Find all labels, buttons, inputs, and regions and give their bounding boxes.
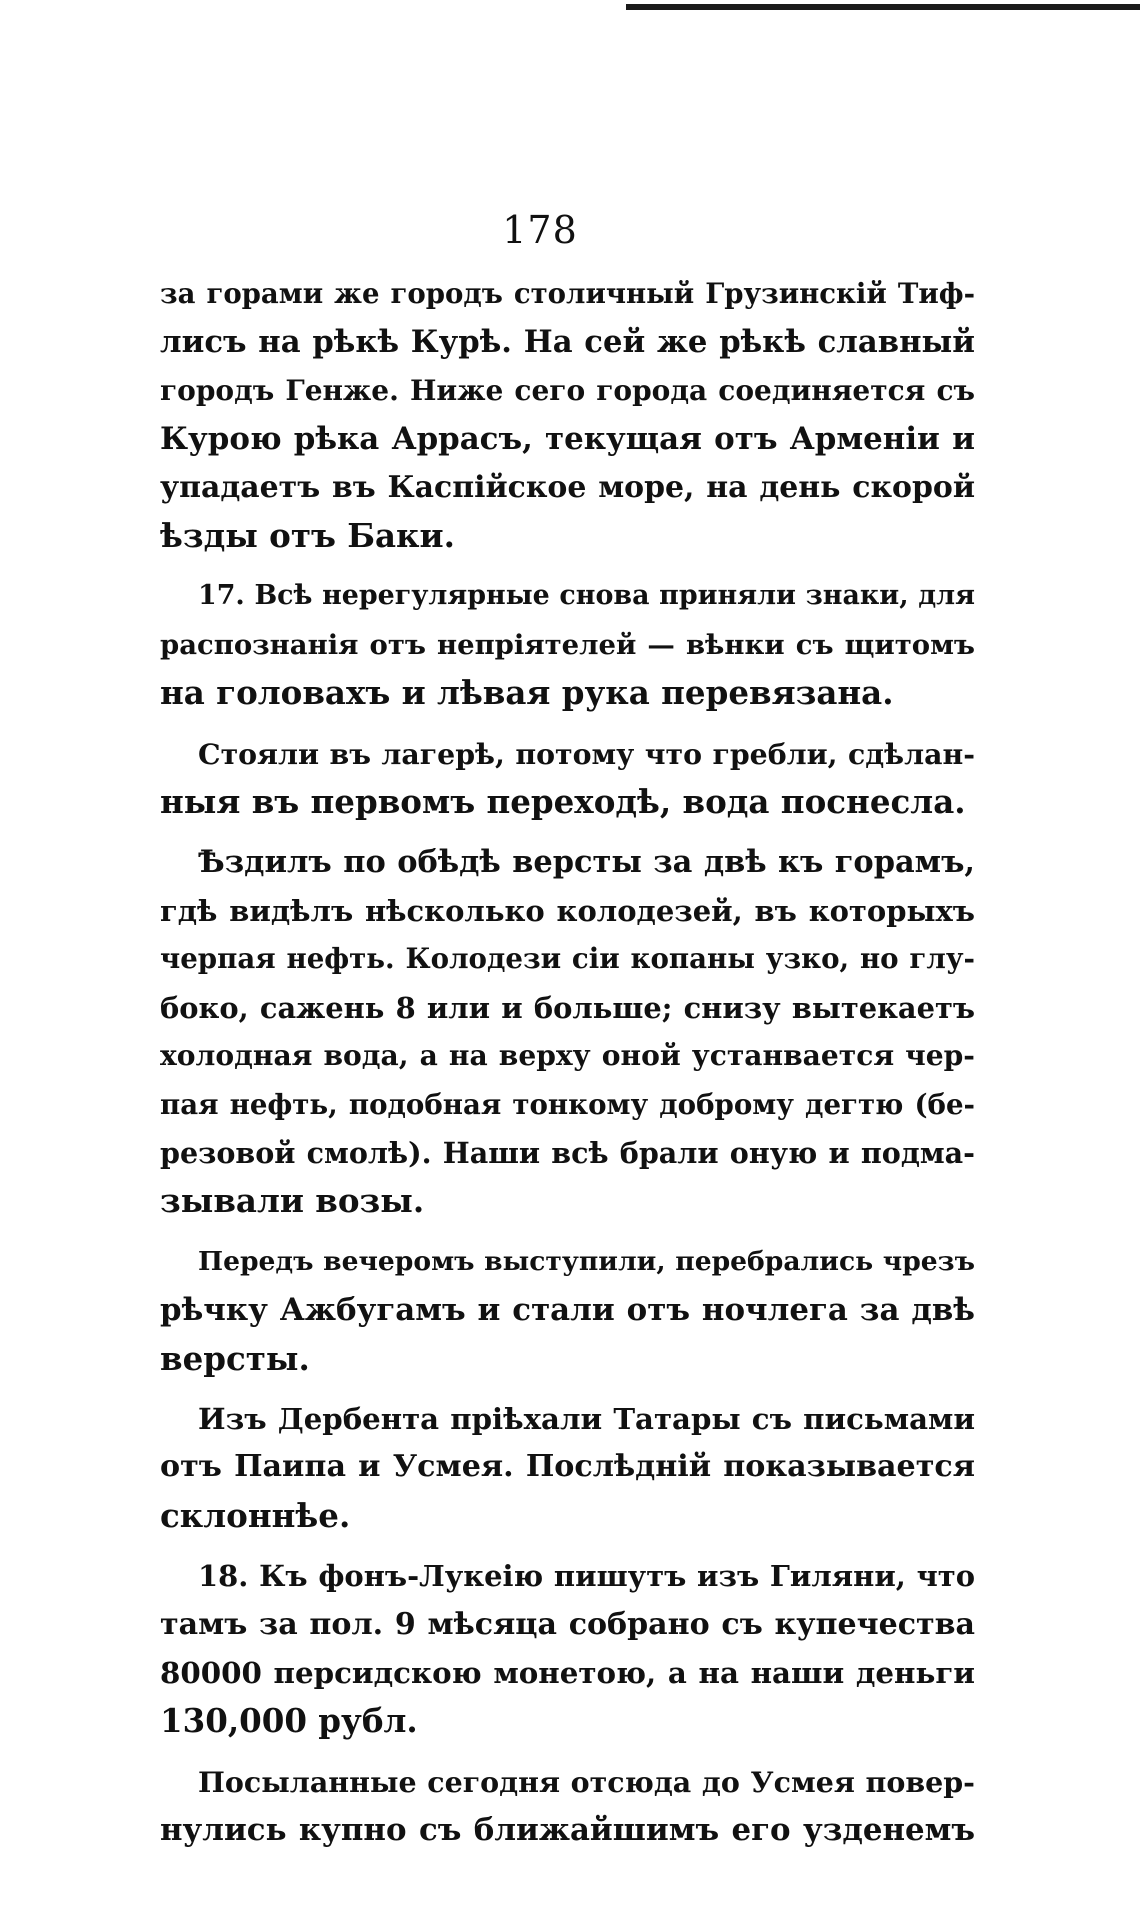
text-line: Ѣздилъ по обѣдѣ версты за двѣ къ горамъ, <box>198 844 975 881</box>
text-line: ныя въ первомъ переходѣ, вода поснесла. <box>160 782 966 822</box>
text-line: гдѣ видѣлъ нѣсколько колодезей, въ которыхъ <box>160 893 975 928</box>
text-line: 80000 персидскою монетою, а на наши деньги <box>160 1654 975 1690</box>
text-line: рѣчку Ажбугамъ и стали отъ ночлега за двѣ <box>160 1292 975 1329</box>
text-line: распознанія отъ непріятелей — вѣнки съ щитомъ <box>160 628 975 661</box>
text-line: тамъ за пол. 9 мѣсяца собрано съ купечества <box>160 1606 975 1642</box>
text-line: зывали возы. <box>160 1181 425 1221</box>
text-line: черпая нефть. Колодези сіи копаны узко, но глу- <box>160 942 975 976</box>
paragraph <box>160 1758 975 1855</box>
text-line: версты. <box>160 1338 310 1378</box>
text-line: 18. Къ фонъ-Лукеію пишутъ изъ Гиляни, что <box>198 1559 975 1594</box>
paragraph <box>160 838 975 1225</box>
text-line: боко, сажень 8 или и больше; снизу вытекаетъ <box>160 990 975 1025</box>
text-line: резовой смолѣ). Наши всѣ брали оную и подма- <box>160 1135 975 1170</box>
text-line: городъ Генже. Ниже сего города соединяется съ <box>160 373 975 407</box>
paragraph <box>160 1238 975 1383</box>
text-line: нулись купно съ ближайшимъ его узденемъ <box>160 1812 975 1849</box>
text-line: Изъ Дербента пріѣхали Татары съ письмами <box>198 1401 975 1436</box>
text-line: за горами же городъ столичный Грузинскій Тиф- <box>160 278 975 310</box>
text-line: 130,000 рубл. <box>160 1701 418 1741</box>
top-border-rule <box>626 4 1140 10</box>
text-line: Передъ вечеромъ выступили, перебрались чрезъ <box>198 1245 975 1277</box>
text-line: 17. Всѣ нерегулярные снова приняли знаки, для <box>198 580 975 612</box>
text-line: упадаетъ въ Каспійское море, на день скорой <box>160 469 975 505</box>
text-line: отъ Паипа и Усмея. Послѣдній показывается <box>160 1449 975 1485</box>
paragraph <box>160 730 975 827</box>
text-line: лисъ на рѣкѣ Курѣ. На сей же рѣкѣ славный <box>160 324 975 361</box>
page-body-text <box>160 270 975 1855</box>
paragraph <box>160 572 975 717</box>
text-line: пая нефть, подобная тонкому доброму дегтю (бе- <box>160 1087 975 1121</box>
text-line: Курою рѣка Аррасъ, текущая отъ Арменіи и <box>160 421 975 458</box>
text-line: ѣзды отъ Баки. <box>160 516 455 556</box>
text-line: склоннѣе. <box>160 1495 351 1535</box>
page-number: 178 <box>502 208 578 252</box>
text-line: Стояли въ лагерѣ, потому что гребли, сдѣлан- <box>198 736 975 771</box>
text-line: холодная вода, а на верху оной устанвается чер- <box>160 1039 975 1073</box>
paragraph <box>160 1552 975 1746</box>
text-line: на головахъ и лѣвая рука перевязана. <box>160 673 894 713</box>
text-line: Посыланные сегодня отсюда до Усмея повер- <box>198 1764 975 1799</box>
paragraph <box>160 1395 975 1540</box>
paragraph <box>160 270 975 560</box>
